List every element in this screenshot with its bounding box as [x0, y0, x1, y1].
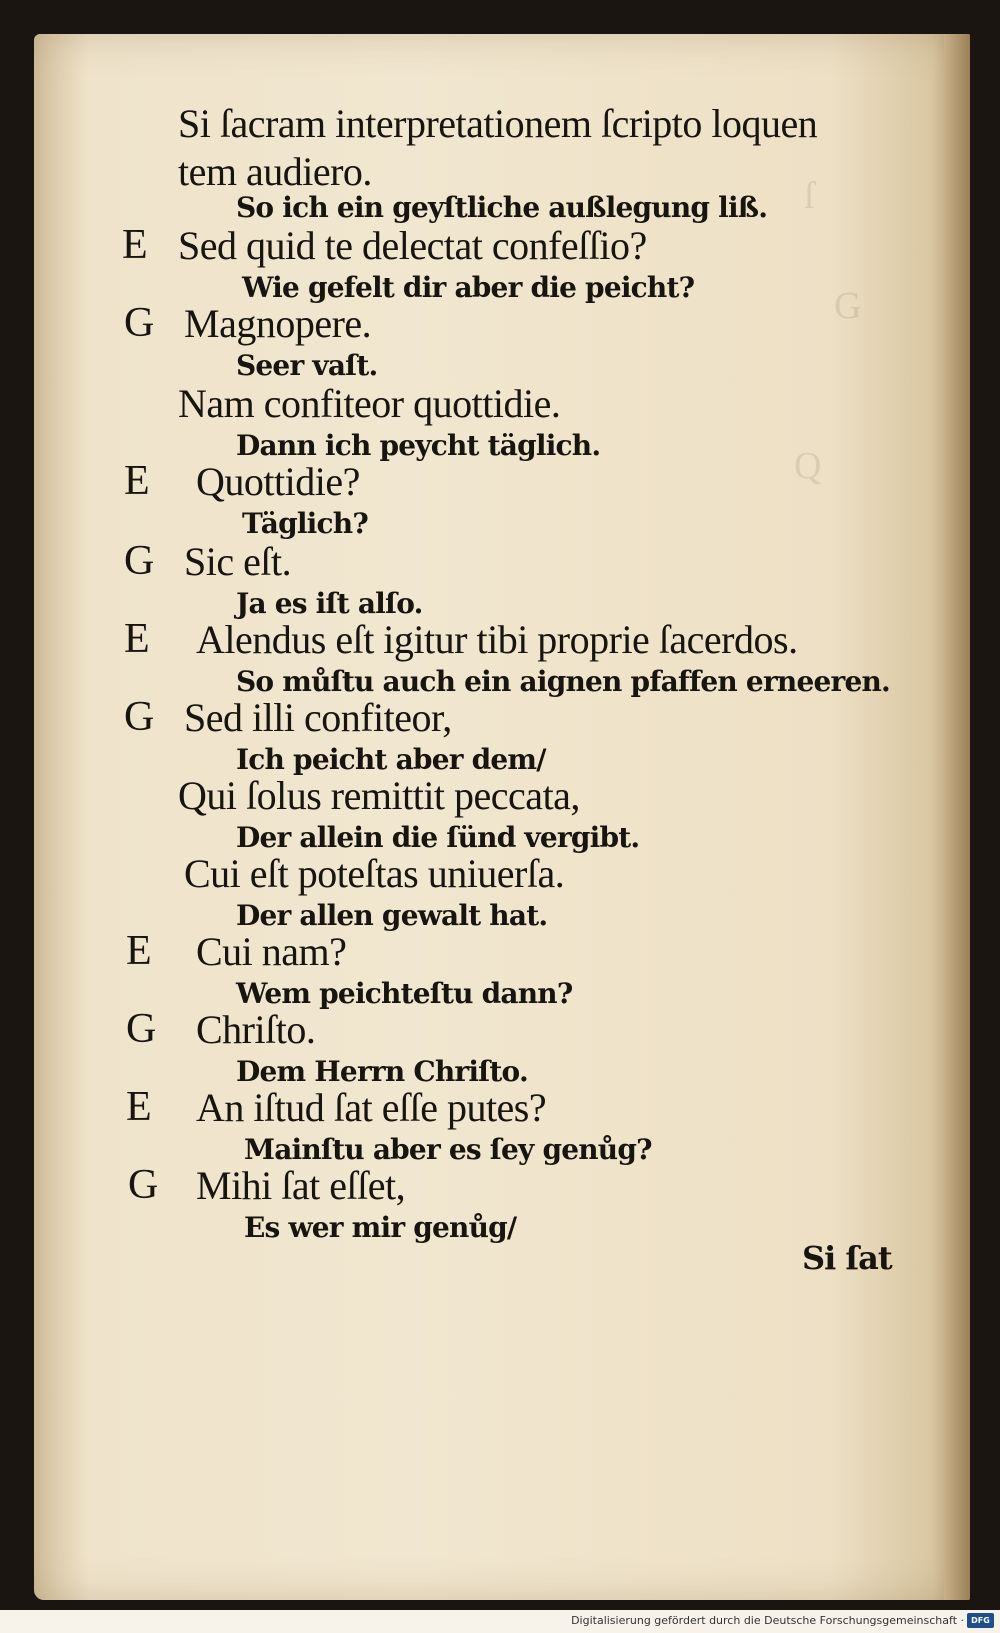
speaker-marker: E	[126, 1084, 152, 1130]
text-line: Chriſto.	[196, 1007, 316, 1052]
text-line-german: Wie gefelt dir aber die peicht?	[242, 271, 695, 304]
text-line-german: Wem peichteſtu dann?	[236, 977, 573, 1010]
text-line: Si ſacram interpretationem ſcripto loquen	[178, 101, 818, 146]
book-page	[34, 34, 970, 1600]
text-line: Quottidie?	[196, 459, 360, 504]
text-line: Qui ſolus remittit peccata,	[178, 773, 580, 818]
text-line-german: So ich ein geyſtliche außlegung liß.	[236, 191, 768, 224]
text-line: Mihi ſat eſſet,	[196, 1163, 406, 1208]
text-line: Cui nam?	[196, 929, 347, 974]
footer-credit: Digitalisierung gefördert durch die Deutsche Forschungsgemeinschaft ·	[571, 1614, 964, 1627]
speaker-marker: E	[124, 616, 150, 662]
speaker-marker: G	[128, 1162, 159, 1208]
text-line: Cui eſt poteſtas uniuerſa.	[184, 851, 565, 896]
text-line: Magnopere.	[184, 301, 372, 346]
text-line: Sic eſt.	[184, 539, 292, 584]
text-line: Sed illi confiteor,	[184, 695, 452, 740]
text-line-german: So můſtu auch ein aignen pfaffen erneeren.	[236, 665, 890, 698]
text-line-german: Täglich?	[242, 507, 368, 540]
dfg-logo-text: DFG	[971, 1616, 990, 1625]
text-line-german: Mainſtu aber es ſey genůg?	[244, 1133, 652, 1166]
speaker-marker: G	[124, 538, 155, 584]
text-line: Nam confiteor quottidie.	[178, 381, 561, 426]
text-line: Sed quid te delectat confeſſio?	[178, 223, 647, 268]
speaker-marker: E	[126, 928, 152, 974]
speaker-marker: G	[126, 1006, 157, 1052]
digitization-footer	[0, 1610, 1000, 1633]
text-line: tem audiero.	[178, 149, 372, 194]
text-line-german: Dann ich peycht täglich.	[236, 429, 601, 462]
catchword: Si ſat	[802, 1239, 892, 1277]
text-line-german: Der allen gewalt hat.	[236, 899, 548, 932]
text-line-german: Ich peicht aber dem/	[236, 743, 546, 776]
text-line-german: Dem Herrn Chriſto.	[236, 1055, 528, 1088]
speaker-marker: E	[124, 458, 150, 504]
text-line-german: Es wer mir genůg/	[244, 1211, 517, 1244]
text-line-german: Seer vaſt.	[236, 349, 378, 382]
text-line: Alendus eſt igitur tibi proprie ſacerdos.	[196, 617, 798, 662]
bleed-through: Q	[794, 445, 822, 487]
bleed-through: ſ	[804, 175, 815, 217]
speaker-marker: E	[122, 222, 148, 268]
speaker-marker: G	[124, 300, 155, 346]
text-line: An iſtud ſat eſſe putes?	[196, 1085, 547, 1130]
bleed-through: G	[834, 285, 862, 327]
dfg-logo	[967, 1613, 994, 1628]
speaker-marker: G	[124, 694, 155, 740]
page-edge	[944, 34, 970, 1600]
text-line-german: Der allein die ſünd vergibt.	[236, 821, 640, 854]
text-line-german: Ja es iſt alſo.	[236, 587, 423, 620]
